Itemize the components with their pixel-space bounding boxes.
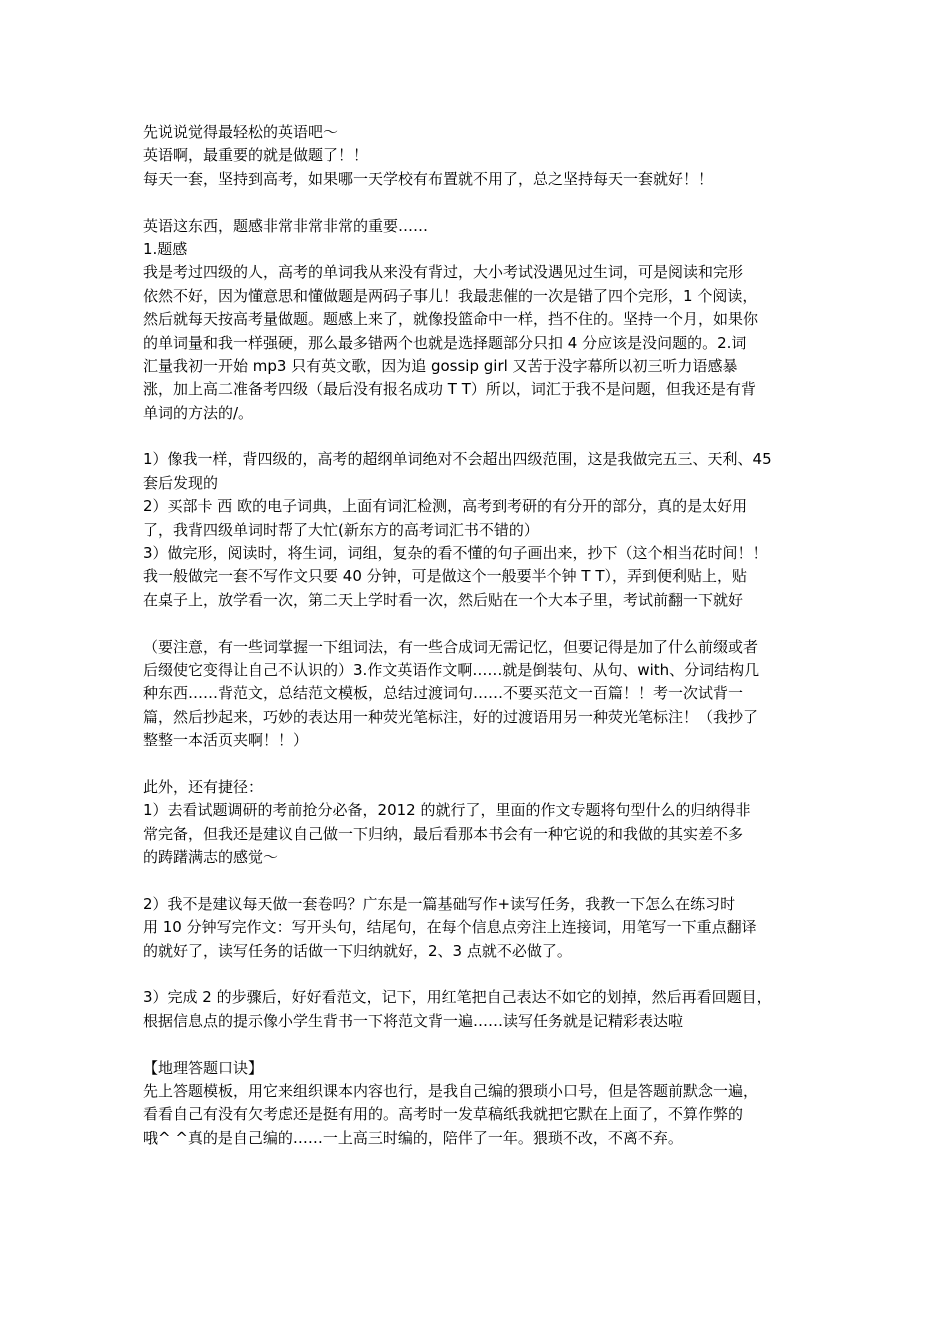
text-line: 汇量我初一开始 mp3 只有英文歌，因为追 gossip girl 又苦于没字幕所以初三听力语感暴 [143, 356, 738, 375]
text-line: 哦^ ^真的是自己编的……一上高三时编的，陪伴了一年。猥琐不改，不离不弃。 [143, 1128, 683, 1147]
text-line: 的单词量和我一样强硬，那么最多错两个也就是选择题部分只扣 4 分应该是没问题的。2.词 [143, 333, 747, 352]
text-line: 用 10 分钟写完作文：写开头句，结尾句，在每个信息点旁注上连接词，用笔写一下重点翻译 [143, 918, 757, 937]
text-line: 此外，还有捷径： [143, 777, 264, 796]
text-line: 的踌躇满志的感觉～ [143, 848, 279, 867]
text-line: 然后就每天按高考量做题。题感上来了，就像投篮命中一样，挡不住的。坚持一个月，如果你 [143, 310, 759, 329]
paragraph-gap [143, 963, 815, 986]
text-line: 2）我不是建议每天做一套卷吗？广东是一篇基础写作+读写任务，我教一下怎么在练习时 [143, 894, 736, 913]
text-line: 英语这东西，题感非常非常非常的重要…… [143, 216, 429, 235]
intro-paragraph [143, 121, 815, 191]
paragraph-gap [143, 1033, 815, 1056]
text-line: 3）做完形，阅读时，将生词，词组，复杂的看不懂的句子画出来，抄下（这个相当花时间！！ [143, 544, 768, 563]
model-essay-paragraph [143, 986, 815, 1033]
text-line: 种东西……背范文，总结范文模板，总结过渡词句……不要买范文一百篇！！考一次试背一 [143, 684, 744, 703]
paragraph-gap [143, 425, 815, 448]
text-line: 我是考过四级的人，高考的单词我从来没有背过，大小考试没遇见过生词，可是阅读和完形 [143, 263, 744, 282]
text-line: 根据信息点的提示像小学生背书一下将范文背一遍……读写任务就是记精彩表达啦 [143, 1011, 684, 1030]
text-line: 常完备，但我还是建议自己做一下归纳，最后看那本书会有一种它说的和我做的其实差不多 [143, 824, 744, 843]
text-line: 篇，然后抄起来，巧妙的表达用一种荧光笔标注，好的过渡语用另一种荧光笔标注！（我抄了 [143, 707, 759, 726]
text-line: 3）完成 2 的步骤后，好好看范文，记下，用红笔把自己表达不如它的划掉，然后再看回题目， [143, 988, 772, 1007]
text-line: 了，我背四级单词时帮了大忙(新东方的高考词汇书不错的） [143, 520, 539, 539]
text-line: 的就好了，读写任务的话做一下归纳就好，2、3 点就不必做了。 [143, 941, 572, 960]
shortcuts-paragraph [143, 776, 815, 870]
text-line: 1.题感 [143, 239, 188, 258]
text-line: 后缀使它变得让自己不认识的）3.作文英语作文啊……就是倒装句、从句、with、分词结构几 [143, 660, 760, 679]
text-line: 英语啊，最重要的就是做题了！！ [143, 146, 369, 165]
section-heading: 【地理答题口诀】 [143, 1058, 264, 1077]
text-line: 我一般做完一套不写作文只要 40 分钟，可是做这个一般要半个钟 T T），弄到便利贴上，贴 [143, 567, 747, 586]
text-line: 整整一本活页夹啊！！） [143, 731, 309, 750]
text-line: （要注意，有一些词掌握一下组词法，有一些合成词无需记忆，但要记得是加了什么前缀或者 [143, 637, 759, 656]
vocabulary-paragraph [143, 215, 815, 426]
text-line: 1）像我一样，背四级的，高考的超纲单词绝对不会超出四级范围，这是我做完五三、天利、45 [143, 450, 772, 469]
text-line: 套后发现的 [143, 473, 219, 492]
writing-paragraph [143, 636, 815, 753]
text-line: 2）买部卡 西 欧的电子词典，上面有词汇检测，高考到考研的有分开的部分，真的是太好用 [143, 497, 748, 516]
text-line: 先上答题模板，用它来组织课本内容也行，是我自己编的猥琐小口号，但是答题前默念一遍， [143, 1082, 759, 1101]
text-line: 看看自己有没有欠考虑还是挺有用的。高考时一发草稿纸我就把它默在上面了，不算作弊的 [143, 1105, 744, 1124]
paragraph-gap [143, 753, 815, 776]
methods-list [143, 448, 815, 612]
text-line: 先说说觉得最轻松的英语吧～ [143, 123, 339, 141]
paragraph-gap [143, 191, 815, 214]
document-body [143, 121, 815, 1150]
text-line: 每天一套，坚持到高考，如果哪一天学校有布置就不用了，总之坚持每天一套就好！！ [143, 169, 714, 188]
text-line: 1）去看试题调研的考前抢分必备，2012 的就行了，里面的作文专题将句型什么的归纳得非 [143, 801, 751, 820]
text-line: 涨，加上高二准备考四级（最后没有报名成功 T T）所以，词汇于我不是问题，但我还是有背 [143, 380, 756, 399]
daily-paper-paragraph [143, 893, 815, 963]
paragraph-gap [143, 870, 815, 893]
geography-paragraph [143, 1057, 815, 1151]
text-line: 单词的方法的/。 [143, 403, 254, 422]
paragraph-gap [143, 612, 815, 635]
text-line: 在桌子上，放学看一次，第二天上学时看一次，然后贴在一个大本子里，考试前翻一下就好 [143, 590, 744, 609]
text-line: 依然不好，因为懂意思和懂做题是两码子事儿！我最悲催的一次是错了四个完形，1 个阅读， [143, 286, 758, 305]
